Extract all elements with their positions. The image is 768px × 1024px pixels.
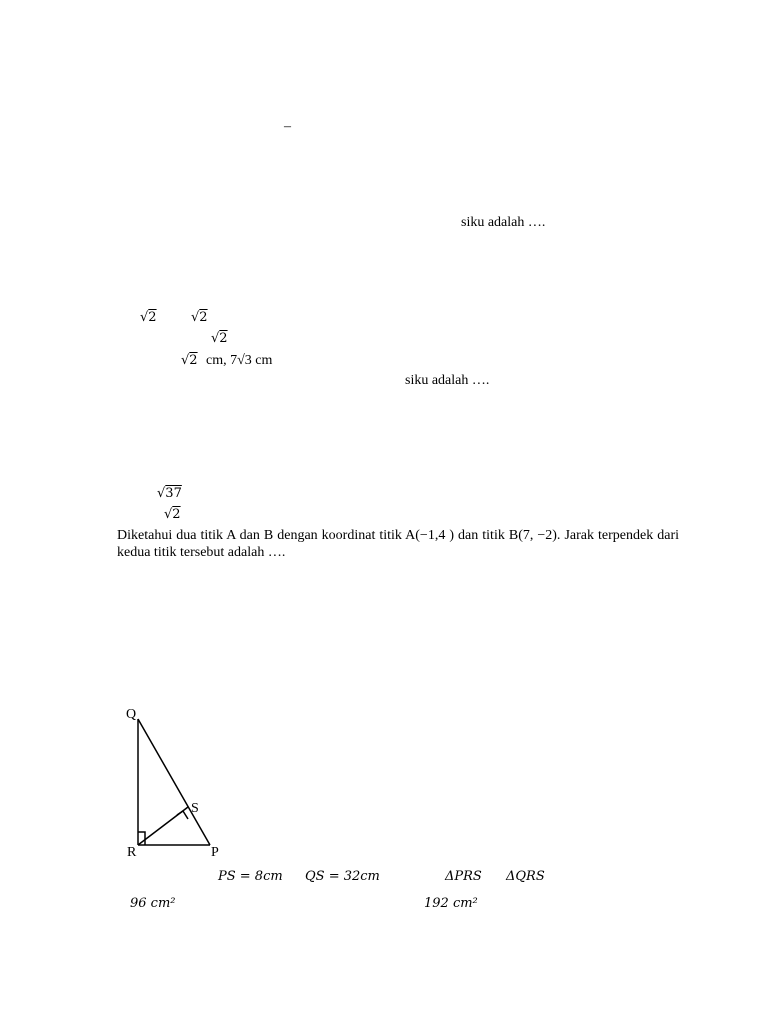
- radicand: 2: [199, 310, 208, 325]
- triangle-qrs: ΔQRS: [506, 869, 545, 884]
- triangle-figure: [118, 700, 238, 865]
- radicand: 37: [165, 486, 182, 501]
- option-sqrt-2-a: √2: [140, 310, 157, 325]
- vertex-label-q: Q: [126, 707, 137, 722]
- given-ps: PS = 8cm: [218, 869, 283, 884]
- option-sqrt-2-c: √2: [211, 331, 228, 346]
- radicand: 2: [189, 353, 198, 368]
- question-2-tail: siku adalah ….: [405, 373, 490, 388]
- vertex-label-s: S: [191, 801, 199, 816]
- radicand: 2: [172, 507, 181, 522]
- given-qs: QS = 32cm: [305, 869, 380, 884]
- question-1-tail: siku adalah ….: [461, 215, 546, 230]
- triangle-prs: ΔPRS: [445, 869, 482, 884]
- option-d-suffix: cm, 7√3 cm: [206, 353, 273, 368]
- option-192: 192 cm²: [424, 896, 478, 911]
- option-sqrt-2-b: √2: [191, 310, 208, 325]
- option-sqrt-37: √37: [157, 486, 182, 501]
- option-sqrt-2-e: √2: [164, 507, 181, 522]
- radicand: 2: [219, 331, 228, 346]
- option-96: 96 cm²: [130, 896, 176, 911]
- radicand: 2: [148, 310, 157, 325]
- dash-fragment: –: [284, 119, 291, 134]
- question-distance-text: Diketahui dua titik A dan B dengan koordinat titik A(−1,4 ) dan titik B(7, −2). Jarak terpendek dari kedua titik tersebut adalah ….: [117, 528, 679, 560]
- vertex-label-r: R: [127, 845, 137, 860]
- side-qp: [138, 719, 210, 845]
- option-sqrt-2-d: √2: [181, 353, 198, 368]
- vertex-label-p: P: [211, 845, 219, 860]
